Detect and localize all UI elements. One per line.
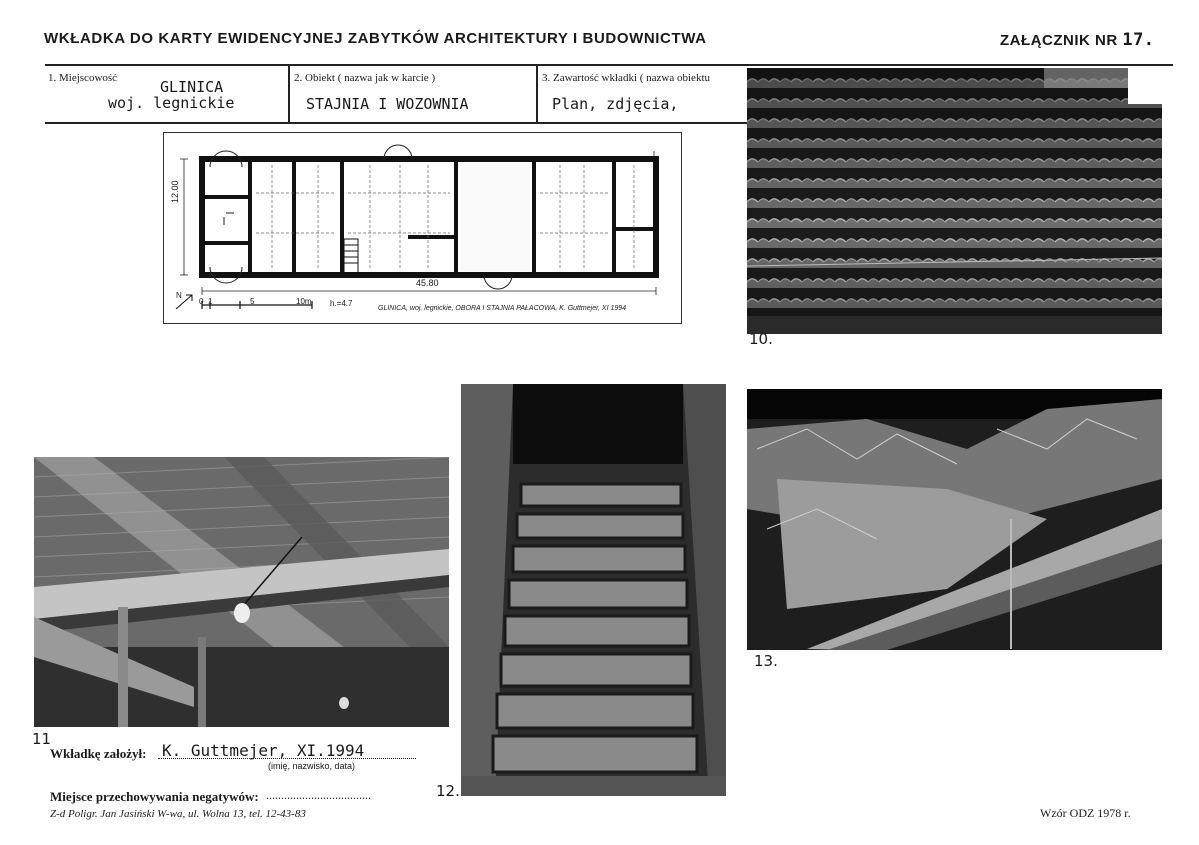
photo-corner-label [1128, 66, 1164, 104]
annex-label-text: ZAŁĄCZNIK NR [1000, 32, 1118, 49]
photo-13-number: 13. [754, 652, 778, 670]
founder-label: Wkładkę założył: [50, 746, 147, 761]
bottom-rule [45, 122, 750, 124]
dimension-height: 12.00 [170, 180, 180, 203]
staircase-image [461, 384, 726, 796]
scale-label-1: 1 [208, 297, 213, 306]
negatives-dots: ................................... [266, 788, 371, 802]
field-2-value: STAJNIA I WOZOWNIA [306, 95, 469, 113]
photo-11-number: 11 [32, 730, 52, 748]
photo-staircase [461, 384, 726, 796]
roof-damage-image [747, 389, 1162, 650]
field-1-value-line1: GLINICA [160, 78, 224, 96]
scale-label-10m: 10m [296, 297, 312, 306]
photo-10-number: 10. [749, 330, 773, 348]
form-title: WKŁADKA DO KARTY EWIDENCYJNEJ ZABYTKÓW ARCHITEKTURY I BUDOWNICTWA [44, 30, 707, 47]
north-arrow-label: N [176, 291, 182, 300]
dimension-length: 45.80 [416, 278, 439, 288]
field-divider-2 [536, 64, 538, 122]
field-divider-1 [288, 64, 290, 122]
floor-plan [163, 132, 682, 324]
field-1-value-line2: woj. legnickie [108, 94, 235, 112]
photo-tape-mark [1044, 68, 1128, 88]
photo-roof-tiles [747, 68, 1162, 334]
founder-value: K. Guttmejer, XI.1994 [162, 741, 365, 760]
annex-number: 17. [1122, 30, 1155, 50]
scale-label-0: 0 [199, 297, 204, 306]
field-1-label: 1. Miejscowość [48, 72, 118, 84]
form-pattern-note: Wzór ODZ 1978 r. [1040, 806, 1131, 820]
founder-underline [158, 758, 416, 759]
field-2-label: 2. Obiekt ( nazwa jak w karcie ) [294, 72, 436, 84]
founder-hint: (imię, nazwisko, data) [268, 761, 356, 771]
floor-plan-drawing [164, 133, 681, 323]
plan-caption: GLINICA, woj. legnickie, OBORA I STAJNIA PAŁACOWA, K. Guttmejer, XI 1994 [378, 305, 627, 312]
negatives-label: Miejsce przechowywania negatywów: [50, 789, 259, 804]
photo-12-number: 12. [436, 782, 460, 800]
printer-note: Z-d Poligr. Jan Jasiński W-wa, ul. Wolna 13, tel. 12-43-83 [50, 808, 306, 820]
annex-label [1000, 30, 1155, 50]
scale-label-5: 5 [250, 297, 255, 306]
height-note: h.=4.7 [330, 299, 353, 308]
roof-tiles-image [747, 68, 1162, 334]
top-rule [45, 64, 1173, 66]
field-3-value: Plan, zdjęcia, [552, 95, 679, 113]
photo-ceiling-beams [34, 457, 449, 727]
photo-roof-damage [747, 389, 1162, 650]
field-3-label: 3. Zawartość wkładki ( nazwa obiektu [542, 72, 710, 84]
ceiling-beams-image [34, 457, 449, 727]
